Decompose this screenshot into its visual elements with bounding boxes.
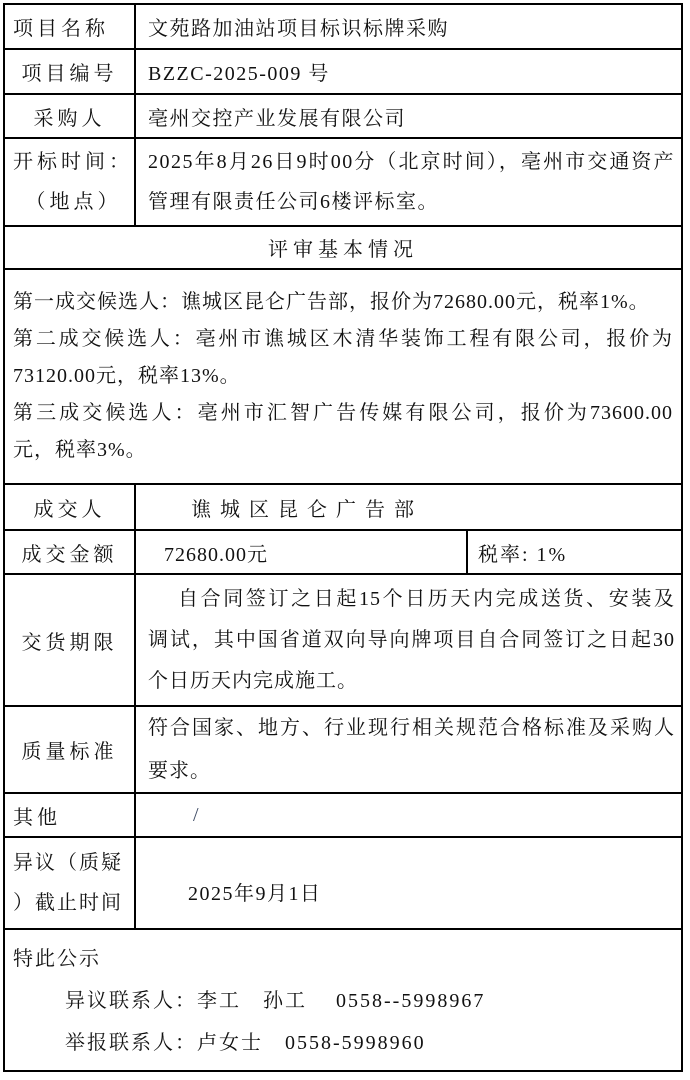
row-objection-deadline [5, 838, 681, 930]
objection-deadline-label-line2: ）截止时间 [13, 892, 123, 914]
amount-tax-rate: 税率: 1% [478, 543, 568, 566]
row-review-detail [5, 270, 681, 485]
objection-deadline-date: 2025年9月1日 [188, 883, 322, 905]
bid-opening-label-line2: （地点） [25, 191, 122, 213]
objection-deadline-label-line1: 异议（质疑 [13, 852, 123, 874]
footer-block [5, 930, 681, 1070]
review-detail-body [5, 270, 681, 483]
announcement-note: 特此公示 [13, 948, 101, 970]
row-purchaser [5, 95, 681, 139]
review-header-title: 评审基本情况 [268, 239, 418, 261]
row-footer [5, 930, 681, 1070]
project-number-label: 项目编号 [5, 50, 136, 93]
project-name-label: 项目名称 [5, 5, 136, 48]
review-candidate-1: 第一成交候选人：谯城区昆仑广告部，报价为72680.00元，税率1%。 [13, 291, 650, 313]
purchaser-value: 亳州交控产业发展有限公司 [148, 107, 406, 130]
delivery-value [136, 575, 681, 705]
delivery-label: 交货期限 [5, 575, 136, 705]
amount-value: 72680.00元 [136, 531, 468, 573]
quality-label: 质量标准 [5, 707, 136, 792]
review-candidate-3-part1: 第三成交候选人：亳州市汇智广告传媒有限公司，报价为73600.00 [13, 402, 673, 424]
winner-value: 谯城区昆仑广告部 [191, 498, 423, 521]
delivery-line3: 个日历天内完成施工。 [148, 669, 358, 692]
review-candidate-2-part1: 第二成交候选人：亳州市谯城区木清华装饰工程有限公司，报价为 [13, 328, 673, 350]
row-project-name [5, 5, 681, 50]
row-delivery [5, 575, 681, 707]
row-project-number [5, 50, 681, 95]
quality-line2: 要求。 [148, 759, 211, 782]
project-number-value: BZZC-2025-009 号 [148, 63, 330, 85]
bid-opening-label [5, 139, 136, 225]
bid-opening-value-line1: 2025年8月26日9时00分（北京时间），亳州市交通资产 [148, 151, 675, 173]
row-other [5, 794, 681, 838]
bid-opening-value [136, 139, 681, 225]
delivery-line2: 调试，其中国省道双向导向牌项目自合同签订之日起30 [148, 628, 675, 651]
row-winner [5, 485, 681, 531]
row-bid-opening [5, 139, 681, 227]
amount-label: 成交金额 [5, 531, 136, 573]
quality-line1: 符合国家、地方、行业现行相关规范合格标准及采购人 [148, 716, 675, 739]
quality-value [136, 707, 681, 792]
purchaser-label: 采购人 [5, 95, 136, 137]
report-contact: 举报联系人：卢女士 0558-5998960 [65, 1032, 426, 1054]
winner-label: 成交人 [5, 485, 136, 529]
review-candidate-3-part2: 元，税率3%。 [13, 439, 147, 461]
row-amount [5, 531, 681, 575]
objection-deadline-label [5, 838, 136, 928]
bid-opening-value-line2: 管理有限责任公司6楼评标室。 [148, 191, 439, 213]
other-label: 其他 [5, 794, 136, 836]
project-name-value: 文苑路加油站项目标识标牌采购 [148, 18, 449, 40]
bid-opening-label-line1: 开标时间： [13, 151, 133, 173]
row-quality [5, 707, 681, 794]
row-review-header [5, 227, 681, 270]
objection-contact: 异议联系人：李工 孙工 0558--5998967 [65, 990, 486, 1012]
other-value: / [193, 803, 201, 826]
procurement-announcement-table [3, 3, 683, 1072]
review-candidate-2-part2: 73120.00元，税率13%。 [13, 365, 241, 387]
delivery-line1: 自合同签订之日起15个日历天内完成送货、安装及 [178, 587, 675, 610]
objection-deadline-value [136, 838, 681, 928]
